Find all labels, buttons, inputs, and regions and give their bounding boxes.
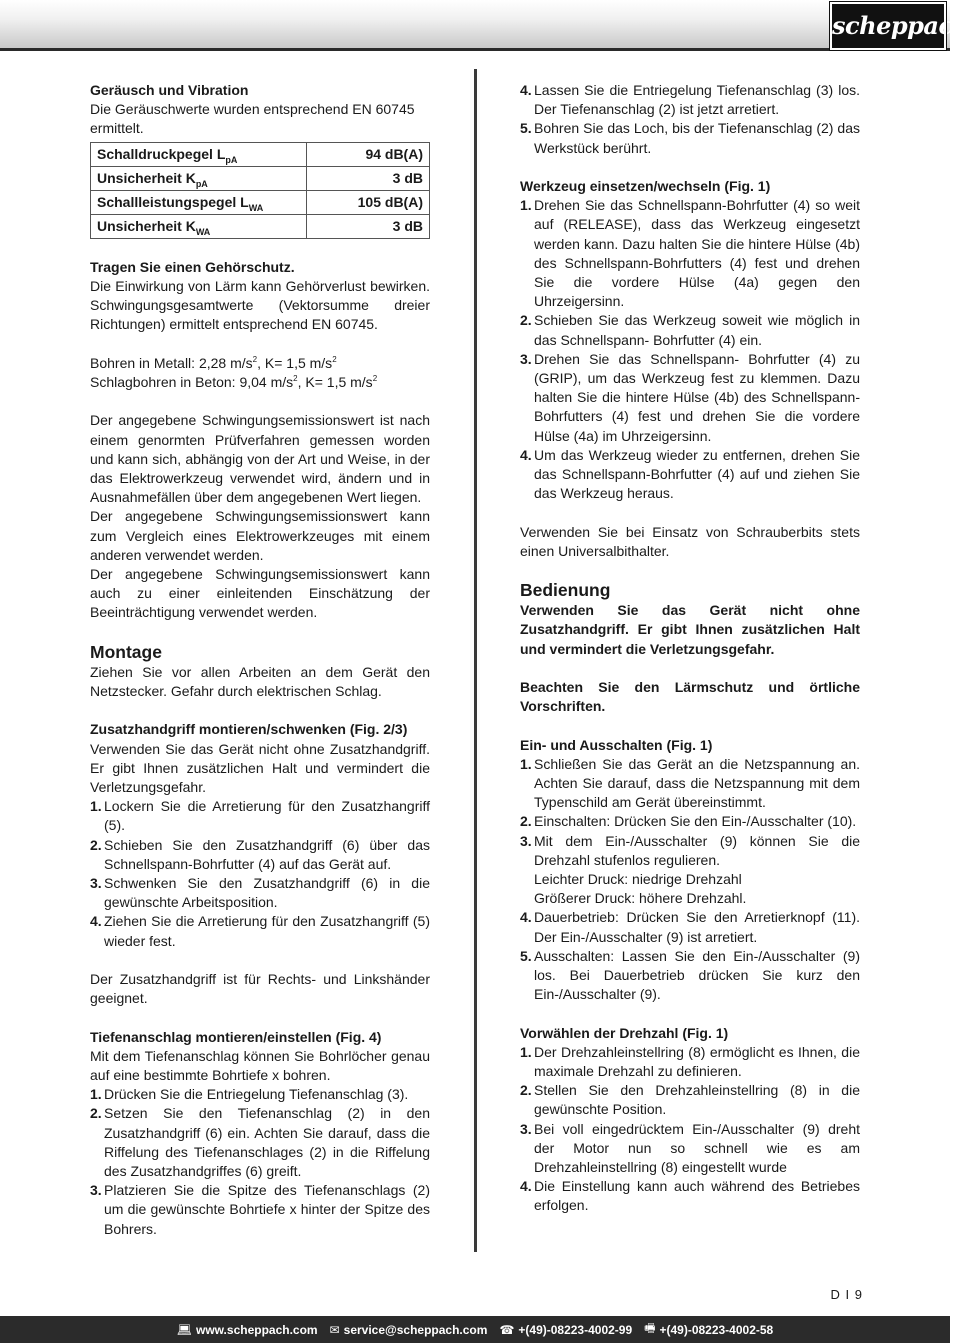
table-label: Schallleistungspegel $L_{WA}$ (91, 190, 307, 214)
handle-heading: Zusatzhandgriff montieren/schwenken (Fig. 2/3) (90, 721, 408, 738)
list-item: 2. Schieben Sie das Werkzeug soweit wie möglich in das Schnellspann- Bohrfutter (4) ein. (520, 312, 860, 348)
depth-stop-steps-continued (520, 81, 860, 158)
footer-web[interactable]: 💻︎ www.scheppach.com (176, 1322, 318, 1337)
section-heading-bedienung: Bedienung (520, 580, 611, 601)
tool-change-heading: Werkzeug einsetzen/wechseln (Fig. 1) (520, 178, 771, 194)
on-off-heading: Ein- und Ausschalten (Fig. 1) (520, 736, 713, 753)
list-item: 4. Dauerbetrieb: Drücken Sie den Arretierknopf (11). Der Ein-/Ausschalter (9) ist arretiert. (520, 909, 860, 945)
section-heading-montage: Montage (90, 641, 162, 662)
list-item: 1. Schließen Sie das Gerät an die Netzspannung an. Achten Sie darauf, dass die Netzspannung mit dem Typenschild am Gerät übereinstimmt. (520, 755, 860, 811)
handle-text: Verwenden Sie das Gerät nicht ohne Zusatzhandgriff. Er gibt Ihnen zusätzlichen Halt und vermindert die Verletzungsgefahr. (90, 740, 430, 796)
list-item: 1. Der Drehzahleinstellring (8) ermöglicht es Ihnen, die maximale Drehzahl zu definieren. (520, 1043, 860, 1080)
vibration-paragraph: Der angegebene Schwingungsemissionswert ist nach einem genormten Prüfverfahren gemessen worden und kann sich, abhängig von der Art und Weise, in der das Elektrowerkzeug verwendet wird, ändern und in Ausnahmefällen über dem angegebenen Wert liegen. (90, 412, 430, 506)
table-value: 3 dB (307, 214, 430, 238)
list-item: 5. Ausschalten: Lassen Sie den Ein-/Ausschalter (9) los. Bei Dauerbetrieb drücken Sie kurz den Ein-/Ausschalter (9). (520, 947, 860, 1003)
list-item: 1. Drücken Sie die Entriegelung Tiefenanschlag (3). (90, 1086, 409, 1103)
phone-icon: ☎ (499, 1322, 515, 1337)
list-item: 3. Schwenken Sie den Zusatzhandgriff (6) in die gewünschte Arbeitsposition. (90, 875, 430, 911)
depth-stop-heading: Tiefenanschlag montieren/einstellen (Fig. 4) (90, 1028, 382, 1045)
vibration-paragraph: Der angegebene Schwingungsemissionswert kann auch zu einer einleitenden Einschätzung der Beeinträchtigung verwendet werden. (90, 566, 430, 621)
tool-change-note: Verwenden Sie bei Einsatz von Schrauberbits stets einen Universalbithalter. (520, 523, 860, 559)
tool-change-steps (520, 196, 860, 503)
header-bar (0, 0, 970, 51)
list-item: 2. Schieben Sie den Zusatzhandgriff (6) über das Schnellspann-Bohrfutter (4) auf das Gerät auf. (90, 836, 430, 872)
mail-icon: ✉︎ (329, 1322, 340, 1337)
right-column (520, 81, 860, 1216)
fax-icon: 🖷︎ (644, 1321, 656, 1335)
list-item: 3. Drehen Sie das Schnellspann- Bohrfutter (4) zu (GRIP), um das Werkzeug fest zu klemmen. Dazu halten Sie die hintere Hülse (4b) des Schnellspann-Bohrfutters (4) fest und drehen Sie die vordere Hülse (4a) im Uhrzeigersinn. (520, 350, 860, 444)
table-row (91, 190, 430, 214)
column-divider (474, 69, 477, 1252)
noise-heading: Geräusch und Vibration (90, 82, 249, 98)
list-item: 3. Mit dem Ein-/Ausschalter (9) können Sie die Drehzahl stufenlos regulieren. Leichter Druck: niedrige Drehzahl Größerer Druck: höhere Drehzahl. (520, 832, 860, 907)
ear-protection-text: Die Einwirkung von Lärm kann Gehörverlust bewirken. Schwingungsgesamtwerte (Vektorsumme dreier Richtungen) ermittelt entsprechend EN 60745. (90, 278, 430, 333)
table-label: Unsicherheit $K_{pA}$ (91, 166, 307, 190)
handle-steps (90, 797, 430, 951)
operation-warning: Verwenden Sie das Gerät nicht ohne Zusatzhandgriff. Er gibt Ihnen zusätzlichen Halt und vermindert die Verletzungsgefahr. (520, 602, 860, 657)
table-value: 94 dB(A) (307, 142, 430, 166)
list-item: 3. Bei voll eingedrücktem Ein-/Ausschalter (9) dreht der Motor nun so schnell wie es am Drehzahleinstellring (8) eingestellt wurde (520, 1120, 860, 1176)
list-item: 5. Bohren Sie das Loch, bis der Tiefenanschlag (2) das Werkstück berührt. (520, 120, 860, 156)
montage-text: Ziehen Sie vor allen Arbeiten an dem Gerät den Netzstecker. Gefahr durch elektrischen Schlag. (90, 663, 430, 700)
left-column (90, 81, 430, 1239)
noise-table (90, 142, 430, 239)
list-item: 4. Die Einstellung kann auch während des Betriebes erfolgen. (520, 1178, 860, 1214)
handle-note: Der Zusatzhandgriff ist für Rechts- und Linkshänder geeignet. (90, 971, 430, 1007)
list-item: 3. Platzieren Sie die Spitze des Tiefenanschlags (2) um die gewünschte Bohrtiefe x hinter der Spitze des Bohrers. (90, 1182, 430, 1237)
table-label: Schalldruckpegel $L_{pA}$ (91, 142, 307, 166)
table-value: 105 dB(A) (307, 190, 430, 214)
list-item: 2. Stellen Sie den Drehzahleinstellring (8) in die gewünschte Position. (520, 1082, 860, 1118)
footer-mail[interactable]: ✉︎ service@scheppach.com (329, 1322, 488, 1337)
table-row (91, 166, 430, 190)
vibration-value-metal: Bohren in Metall: 2,28 $m/s^2$, K= 1,5 $m/s^2$ (90, 354, 337, 371)
footer-phone: ☎ +(49)-08223-4002-99 (499, 1322, 633, 1337)
list-item: 2. Einschalten: Drücken Sie den Ein-/Ausschalter (10). (520, 813, 857, 830)
noise-intro: Die Geräuschwerte wurden entsprechend EN 60745 ermittelt. (90, 101, 415, 137)
ear-protection-heading: Tragen Sie einen Gehörschutz. (90, 258, 295, 275)
page-number: D I 9 (830, 1287, 863, 1302)
vibration-value-concrete: Schlagbohren in Beton: 9,04 $m/s^2$, K= 1,5 $m/s^2$ (90, 374, 378, 390)
list-item: 1. Lockern Sie die Arretierung für den Zusatzhangriff (5). (90, 798, 430, 834)
vibration-paragraph: Der angegebene Schwingungsemissionswert kann zum Vergleich eines Elektrowerkzeuges mit einem anderen verwendet werden. (90, 508, 430, 563)
table-row (91, 214, 430, 238)
list-item: 2. Setzen Sie den Tiefenanschlag (2) in den Zusatzhandgriff (6) ein. Achten Sie darauf, dass die Riffelung des Tiefenanschlages (2) in die Riffelung des Zusatzhandgriffes (6) greift. (90, 1105, 430, 1180)
footer-bar (0, 1316, 950, 1343)
depth-stop-text: Mit dem Tiefenanschlag können Sie Bohrlöcher genau auf eine bestimmte Bohrtiefe x bohren. (90, 1047, 430, 1084)
table-label: Unsicherheit $K_{WA}$ (91, 214, 307, 238)
depth-stop-steps (90, 1085, 430, 1239)
list-item: 1. Drehen Sie das Schnellspann-Bohrfutter (4) so weit auf (RELEASE), dass das Werkzeug eingesetzt werden kann. Dazu halten Sie die hintere Hülse (4b) des Schnellspann-Bohrfutters (4) fest und drehen Sie die vordere Hülse (4a) gegen den Uhrzeigersinn. (520, 197, 860, 310)
brand-logo: scheppach (830, 2, 946, 50)
speed-preselect-steps (520, 1043, 860, 1216)
on-off-steps (520, 755, 860, 1005)
speed-preselect-heading: Vorwählen der Drehzahl (Fig. 1) (520, 1024, 729, 1041)
table-value: 3 dB (307, 166, 430, 190)
footer-fax: 🖷︎ +(49)-08223-4002-58 (644, 1319, 773, 1340)
table-row (91, 142, 430, 166)
list-item: 4. Um das Werkzeug wieder zu entfernen, drehen Sie das Schnellspann-Bohrfutter (4) auf und ziehen Sie das Werkzeug heraus. (520, 446, 860, 502)
noise-regulation-note: Beachten Sie den Lärmschutz und örtliche Vorschriften. (520, 679, 860, 715)
list-item: 4. Ziehen Sie die Arretierung für den Zusatzhangriff (5) wieder fest. (90, 913, 430, 949)
computer-icon: 💻︎ (176, 1322, 192, 1337)
list-item: 4. Lassen Sie die Entriegelung Tiefenanschlag (3) los. Der Tiefenanschlag (2) ist jetzt arretiert. (520, 82, 860, 118)
